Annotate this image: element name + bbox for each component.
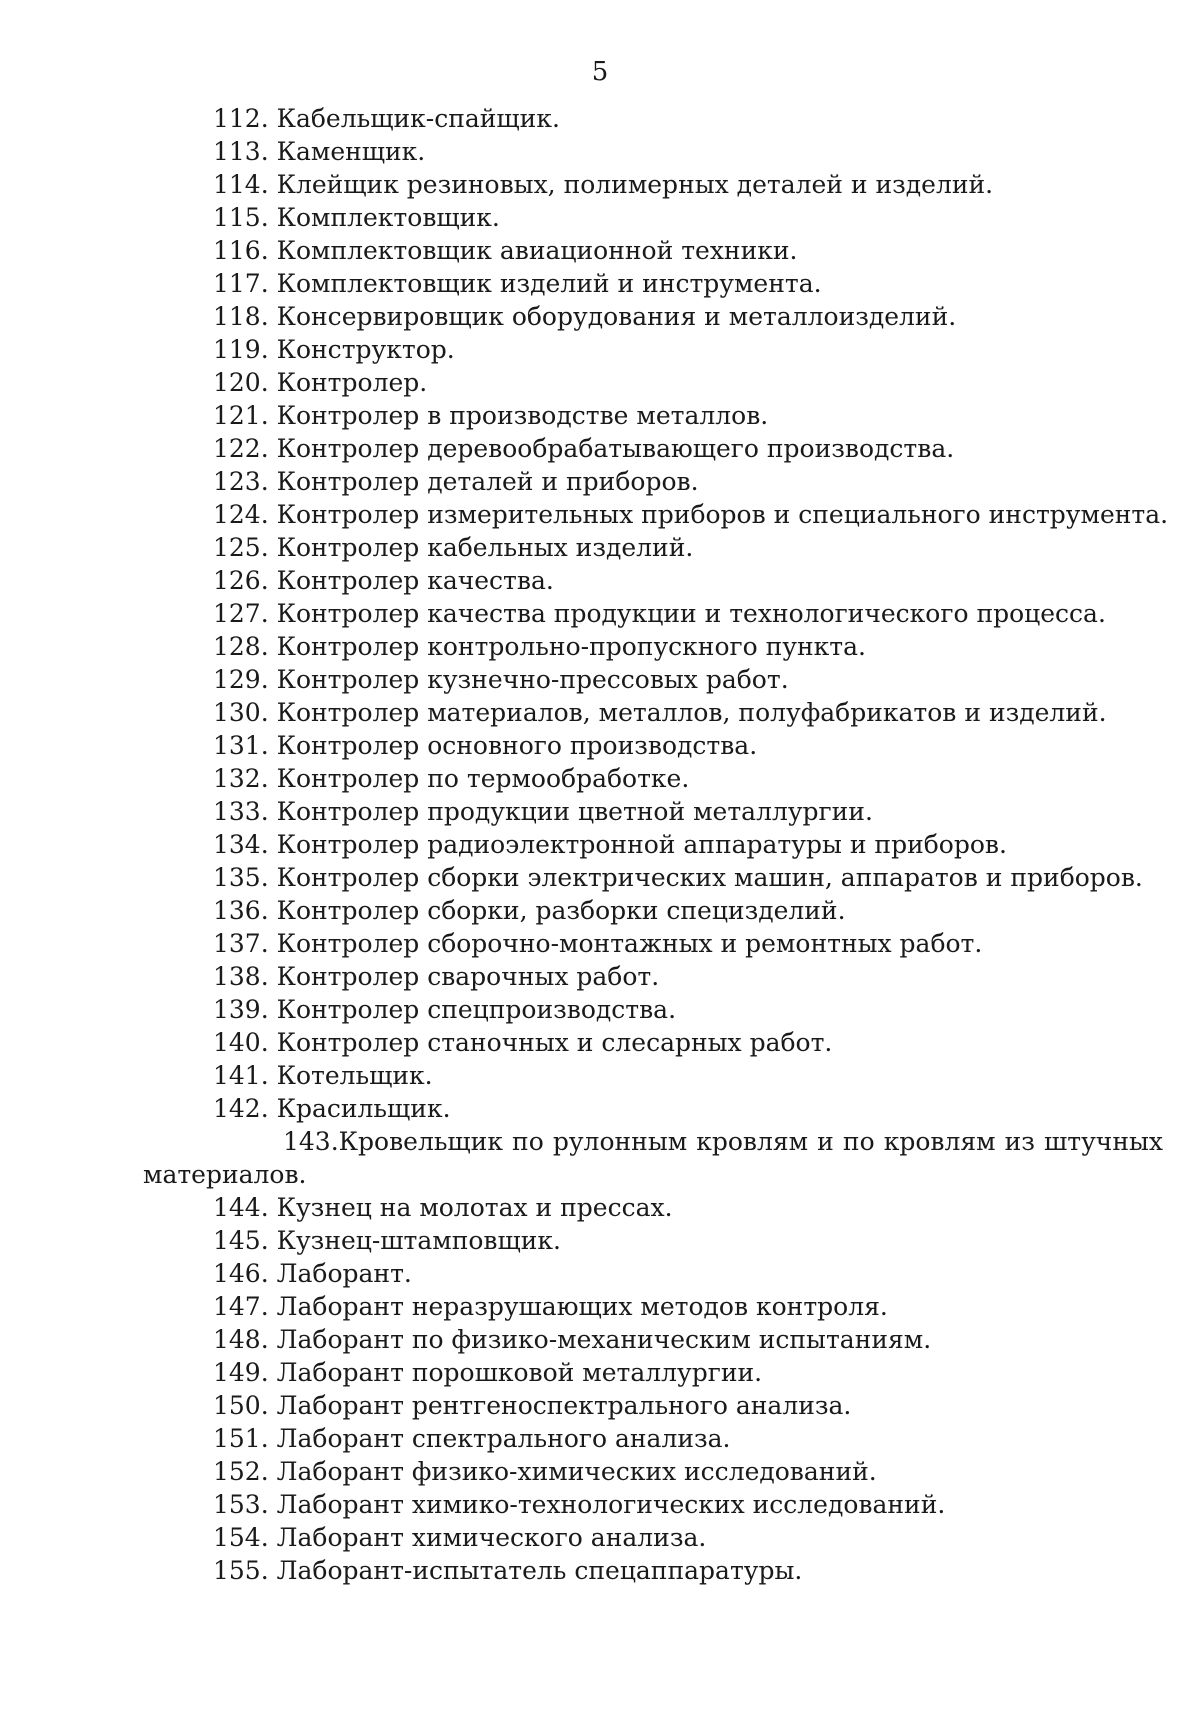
list-item-text: Контролер сварочных работ. — [276, 962, 660, 991]
list-item — [143, 465, 1163, 498]
list-item-number: 148. — [213, 1325, 269, 1354]
list-item-text: Контролер качества продукции и технологического процесса. — [276, 599, 1106, 628]
list-item-text: Кровельщик по рулонным кровлям и по кровлям из штучных — [338, 1127, 1163, 1156]
list-item-number: 113. — [213, 137, 269, 166]
list-item-text: Контролер станочных и слесарных работ. — [276, 1028, 833, 1057]
list-item-text: Контролер материалов, металлов, полуфабрикатов и изделий. — [276, 698, 1107, 727]
list-item-text: Контролер контрольно-пропускного пункта. — [276, 632, 866, 661]
list-item-number: 134. — [213, 830, 269, 859]
list-item — [143, 168, 1163, 201]
list-item-text: Контролер по термообработке. — [276, 764, 690, 793]
list-item-number: 146. — [213, 1259, 269, 1288]
list-item — [143, 399, 1163, 432]
list-item-number: 128. — [213, 632, 269, 661]
list-item-text: Контролер деталей и приборов. — [276, 467, 699, 496]
list-item — [143, 597, 1163, 630]
list-item-number: 144. — [213, 1193, 269, 1222]
list-item-number: 147. — [213, 1292, 269, 1321]
list-item-text: Контролер измерительных приборов и специального инструмента. — [276, 500, 1169, 529]
list-item-text: Контролер. — [276, 368, 428, 397]
list-item-text: Конструктор. — [276, 335, 455, 364]
list-item-text: Контролер спецпроизводства. — [276, 995, 677, 1024]
list-item — [143, 1554, 1163, 1587]
list-item-number: 115. — [213, 203, 269, 232]
list-item-text: Контролер сборки, разборки специзделий. — [276, 896, 846, 925]
list-item — [143, 1521, 1163, 1554]
list-item — [143, 201, 1163, 234]
list-item — [143, 927, 1163, 960]
list-item-text: Контролер продукции цветной металлургии. — [276, 797, 873, 826]
list-item — [143, 366, 1163, 399]
list-item-text: Консервировщик оборудования и металлоизделий. — [276, 302, 957, 331]
list-item-text: Кузнец на молотах и прессах. — [276, 1193, 673, 1222]
list-item-text: Комплектовщик. — [276, 203, 500, 232]
list-item-text: Контролер основного производства. — [276, 731, 758, 760]
list-item — [143, 432, 1163, 465]
list-item — [143, 300, 1163, 333]
list-item-number: 150. — [213, 1391, 269, 1420]
list-item — [143, 1422, 1163, 1455]
list-item-number: 126. — [213, 566, 269, 595]
list-item — [143, 498, 1169, 531]
list-item-text: Кабельщик-спайщик. — [276, 104, 560, 133]
list-item — [143, 861, 1163, 894]
list-item-number: 135. — [213, 863, 269, 892]
list-item-number: 114. — [213, 170, 269, 199]
list-item — [143, 828, 1163, 861]
list-item-text: Контролер сборки электрических машин, аппаратов и приборов. — [276, 863, 1143, 892]
list-item — [143, 1389, 1163, 1422]
list-item-text: Лаборант физико-химических исследований. — [276, 1457, 877, 1486]
list-item-number: 132. — [213, 764, 269, 793]
list-item-text: Лаборант рентгеноспектрального анализа. — [276, 1391, 852, 1420]
list-item — [143, 993, 1163, 1026]
list-item — [143, 135, 1163, 168]
list-item-text: Лаборант. — [276, 1259, 412, 1288]
list-item-number: 154. — [213, 1523, 269, 1552]
list-item-number: 121. — [213, 401, 269, 430]
list-item-number: 122. — [213, 434, 269, 463]
list-item — [143, 795, 1163, 828]
list-item-text: Контролер в производстве металлов. — [276, 401, 769, 430]
list-item-number: 155. — [213, 1556, 269, 1585]
list-item-number: 130. — [213, 698, 269, 727]
list-item — [143, 729, 1163, 762]
list-item — [143, 1191, 1163, 1224]
list-item — [143, 1059, 1163, 1092]
list-item-number: 129. — [213, 665, 269, 694]
list-item-text: Контролер сборочно-монтажных и ремонтных работ. — [276, 929, 983, 958]
list-item-number: 151. — [213, 1424, 269, 1453]
list-item-number: 137. — [213, 929, 269, 958]
list-item — [143, 762, 1163, 795]
list-item-number: 127. — [213, 599, 269, 628]
list-item-text-line2: материалов. — [143, 1160, 307, 1189]
list-item-number: 143. — [283, 1127, 339, 1156]
list-item-text: Комплектовщик авиационной техники. — [276, 236, 798, 265]
list-item-text: Лаборант химико-технологических исследований. — [276, 1490, 946, 1519]
list-item-text: Контролер деревообрабатывающего производства. — [276, 434, 955, 463]
list-item-number: 141. — [213, 1061, 269, 1090]
list-item-number: 138. — [213, 962, 269, 991]
list-item-text: Контролер кузнечно-прессовых работ. — [276, 665, 789, 694]
list-item — [143, 1290, 1163, 1323]
list-item-number: 152. — [213, 1457, 269, 1486]
list-item — [143, 1488, 1163, 1521]
list-item — [143, 1257, 1163, 1290]
list-item-number: 120. — [213, 368, 269, 397]
list-item-text: Контролер кабельных изделий. — [276, 533, 694, 562]
list-item — [143, 564, 1163, 597]
list-item — [143, 960, 1163, 993]
list-item-number: 124. — [213, 500, 269, 529]
list-item-number: 131. — [213, 731, 269, 760]
list-item — [143, 1092, 1163, 1125]
list-item — [143, 267, 1163, 300]
list-item-text: Клейщик резиновых, полимерных деталей и изделий. — [276, 170, 994, 199]
list-item-text-line1 — [143, 1125, 1163, 1158]
list-item — [143, 1356, 1163, 1389]
list-item — [143, 1455, 1163, 1488]
list-item-number: 123. — [213, 467, 269, 496]
list-item — [143, 1026, 1163, 1059]
list-item-text: Лаборант химического анализа. — [276, 1523, 707, 1552]
list-item-number: 118. — [213, 302, 269, 331]
list-item-text: Лаборант по физико-механическим испытаниям. — [276, 1325, 932, 1354]
list-item — [143, 630, 1163, 663]
list-item-number: 116. — [213, 236, 269, 265]
list-item-number: 145. — [213, 1226, 269, 1255]
list-item — [143, 696, 1163, 729]
list-item-number: 153. — [213, 1490, 269, 1519]
list-item-number: 142. — [213, 1094, 269, 1123]
list-item-number: 139. — [213, 995, 269, 1024]
list-item-text: Контролер радиоэлектронной аппаратуры и приборов. — [276, 830, 1007, 859]
list-item-text: Красильщик. — [276, 1094, 451, 1123]
list-item — [143, 1323, 1163, 1356]
list-item-text: Лаборант спектрального анализа. — [276, 1424, 731, 1453]
list-item — [143, 234, 1163, 267]
list-item — [143, 894, 1163, 927]
list-item-text: Лаборант неразрушающих методов контроля. — [276, 1292, 888, 1321]
list-item-text: Котельщик. — [276, 1061, 433, 1090]
list-item-number: 112. — [213, 104, 269, 133]
list-item-number: 136. — [213, 896, 269, 925]
list-item — [143, 531, 1163, 564]
list-item — [143, 1125, 1163, 1191]
list-item-text: Комплектовщик изделий и инструмента. — [276, 269, 822, 298]
list-item — [143, 102, 1163, 135]
list-item-number: 149. — [213, 1358, 269, 1387]
list-item-number: 140. — [213, 1028, 269, 1057]
profession-list — [143, 102, 1169, 1587]
list-item — [143, 333, 1163, 366]
list-item-text: Лаборант-испытатель спецаппаратуры. — [276, 1556, 803, 1585]
list-item-number: 117. — [213, 269, 269, 298]
list-item-text: Контролер качества. — [276, 566, 554, 595]
list-item-number: 133. — [213, 797, 269, 826]
list-item — [143, 663, 1163, 696]
list-item-number: 119. — [213, 335, 269, 364]
list-item-number: 125. — [213, 533, 269, 562]
list-item-text: Лаборант порошковой металлургии. — [276, 1358, 763, 1387]
list-item — [143, 1224, 1163, 1257]
list-item-text: Кузнец-штамповщик. — [276, 1226, 561, 1255]
page-number: 5 — [591, 57, 609, 87]
list-item-text: Каменщик. — [276, 137, 426, 166]
